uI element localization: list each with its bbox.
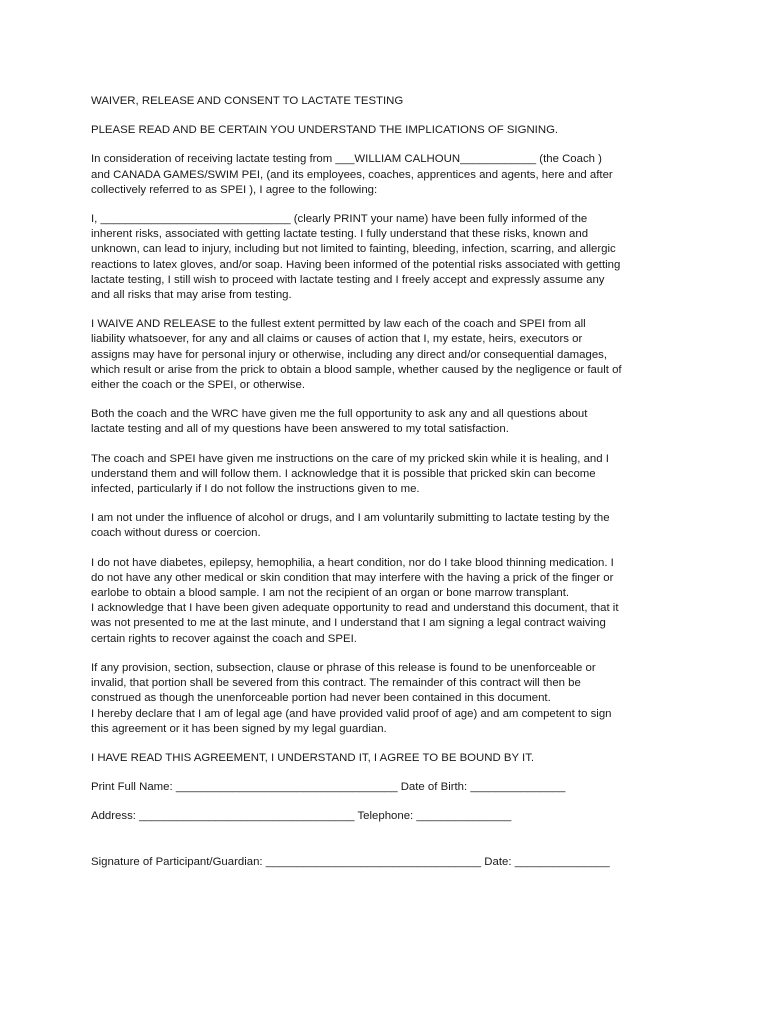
signing-notice: PLEASE READ AND BE CERTAIN YOU UNDERSTAND THE IMPLICATIONS OF SIGNING. (91, 124, 559, 137)
legal-age-paragraph: I hereby declare that I am of legal age (and have provided valid proof of age) and am competent to sign this agreement or it has been signed by my legal guardian. (91, 707, 612, 735)
address-telephone-field[interactable]: Address: __________________________________ Telephone: _______________ (91, 810, 512, 823)
questions-opportunity-paragraph: Both the coach and the WRC have given me the full opportunity to ask any and all questions about lactate testing and all of my questions have been answered to my total satisfaction. (91, 408, 588, 436)
acknowledgement-paragraph: I acknowledge that I have been given adequate opportunity to read and understand this document, that it was not presented to me at the last minute, and I understand that I am signing a legal contract waiving certain rights to recover against the coach and SPEI. (91, 602, 619, 645)
document-title: WAIVER, RELEASE AND CONSENT TO LACTATE TESTING (91, 95, 404, 107)
waive-release-paragraph: I WAIVE AND RELEASE to the fullest extent permitted by law each of the coach and SPEI from all liability whatsoever, for any and all claims or causes of action that I, my estate, heirs, executors or assigns may have for personal injury or otherwise, including any direct and/or consequential damages, which result or arise from the prick to obtain a blood sample, whether caused by the negligence or fault of either the coach or the SPEI, or otherwise. (91, 318, 622, 392)
medical-conditions-paragraph: I do not have diabetes, epilepsy, hemophilia, a heart condition, nor do I take blood thinning medication. I do not have any other medical or skin condition that may interfere with the having a prick of the finger or earlobe to obtain a blood sample. I am not the recipient of an organ or bone marrow transplant. (91, 556, 614, 600)
severability-paragraph: If any provision, section, subsection, clause or phrase of this release is found to be unenforceable or invalid, that portion shall be severed from this contract. The remainder of this contract will then be construed as though the unenforceable portion had never been contained in this document. (91, 661, 596, 705)
consideration-paragraph: In consideration of receiving lactate testing from ___WILLIAM CALHOUN____________ (the Coach ) and CANADA GAMES/SWIM PEI, (and its employees, coaches, apprentices and agents, here and after collectively referred to as SPEI ), I agree to the following: (91, 153, 613, 196)
signature-date-field[interactable]: Signature of Participant/Guardian: __________________________________ Date: _______________ (91, 855, 610, 868)
waiver-document (91, 94, 691, 870)
care-instructions-paragraph: The coach and SPEI have given me instructions on the care of my pricked skin while it is healing, and I understand them and will follow them. I acknowledge that it is possible that pricked skin can become infected, particularly if I do not follow the instructions given to me. (91, 452, 609, 496)
no-influence-paragraph: I am not under the influence of alcohol or drugs, and I am voluntarily submitting to lactate testing by the coach without duress or coercion. (91, 512, 610, 540)
informed-risks-paragraph: I, ______________________________ (clearly PRINT your name) have been fully informed of the inherent risks, associated with getting lactate testing. I fully understand that these risks, known and unknown, can lead to injury, including but not limited to fainting, bleeding, infection, scarring, and allergic reactions to latex gloves, and/or soap. Having been informed of the potential risks associated with getting lactate testing, I still wish to proceed with lactate testing and I freely accept and expressly assume any and all risks that may arise from testing. (91, 213, 621, 302)
agreement-statement: I HAVE READ THIS AGREEMENT, I UNDERSTAND IT, I AGREE TO BE BOUND BY IT. (91, 751, 535, 764)
print-name-dob-field[interactable]: Print Full Name: ___________________________________ Date of Birth: _______________ (91, 781, 566, 794)
